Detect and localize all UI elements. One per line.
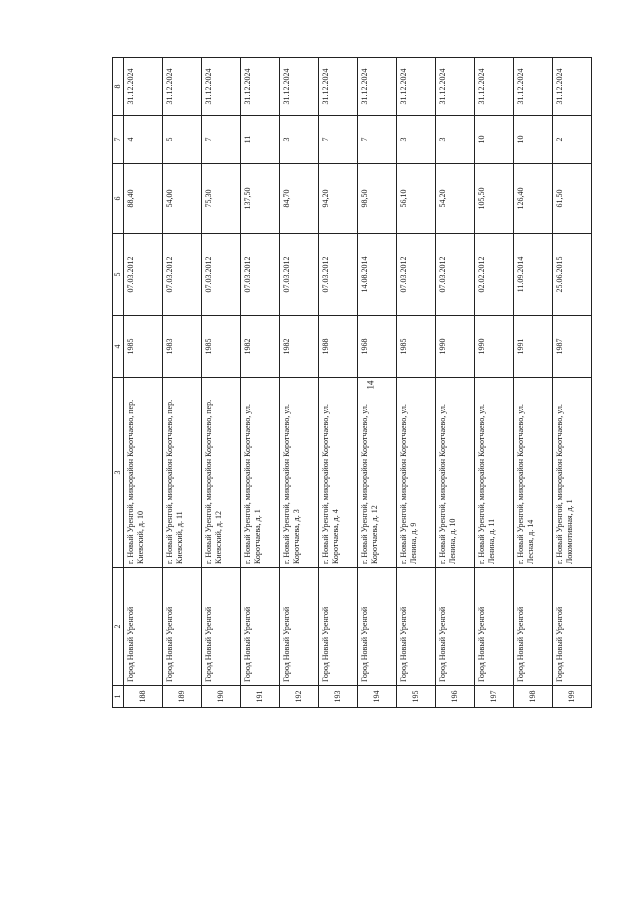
area-cell: 84,70 <box>280 164 319 234</box>
date-cell: 07.03.2012 <box>202 234 241 316</box>
address-cell: г. Новый Уренгой, микрорайон Коротчаево, ул. Лесная, д. 14 <box>514 378 553 568</box>
table-row <box>124 58 163 708</box>
area-cell: 98,50 <box>358 164 397 234</box>
area-cell: 61,50 <box>553 164 592 234</box>
address-cell: г. Новый Уренгой, микрорайон Коротчаево, ул. Коротчаева, д. 1 <box>241 378 280 568</box>
table-body <box>124 58 592 708</box>
table-row <box>358 58 397 708</box>
municipality-cell: Город Новый Уренгой <box>319 568 358 686</box>
municipality-cell: Город Новый Уренгой <box>163 568 202 686</box>
date-cell: 07.03.2012 <box>163 234 202 316</box>
deadline-cell: 31.12.2024 <box>514 58 553 116</box>
count-cell: 5 <box>163 116 202 164</box>
count-cell: 3 <box>436 116 475 164</box>
deadline-cell: 31.12.2024 <box>280 58 319 116</box>
table-row <box>514 58 553 708</box>
count-cell: 4 <box>124 116 163 164</box>
header-cell: 1 <box>113 686 124 708</box>
year-cell: 1985 <box>397 316 436 378</box>
year-cell: 1982 <box>241 316 280 378</box>
municipality-cell: Город Новый Уренгой <box>202 568 241 686</box>
area-cell: 105,50 <box>475 164 514 234</box>
municipality-cell: Город Новый Уренгой <box>436 568 475 686</box>
year-cell: 1985 <box>202 316 241 378</box>
row-number: 196 <box>436 686 475 708</box>
year-cell: 1988 <box>319 316 358 378</box>
table-row <box>397 58 436 708</box>
area-cell: 88,40 <box>124 164 163 234</box>
rotated-table-area <box>112 58 576 708</box>
area-cell: 54,00 <box>163 164 202 234</box>
address-cell: г. Новый Уренгой, микрорайон Коротчаево, ул. Ленина, д. 9 <box>397 378 436 568</box>
row-number: 199 <box>553 686 592 708</box>
header-cell: 3 <box>113 378 124 568</box>
table-row <box>202 58 241 708</box>
count-cell: 7 <box>319 116 358 164</box>
page-number: 14 <box>365 380 376 390</box>
area-cell: 56,10 <box>397 164 436 234</box>
deadline-cell: 31.12.2024 <box>436 58 475 116</box>
area-cell: 137,50 <box>241 164 280 234</box>
count-cell: 10 <box>475 116 514 164</box>
year-cell: 1983 <box>163 316 202 378</box>
header-cell: 5 <box>113 234 124 316</box>
address-cell: г. Новый Уренгой, микрорайон Коротчаево, ул. Локомотивная, д. 1 <box>553 378 592 568</box>
row-number: 188 <box>124 686 163 708</box>
deadline-cell: 31.12.2024 <box>124 58 163 116</box>
address-cell: г. Новый Уренгой, микрорайон Коротчаево, ул. Ленина, д. 11 <box>475 378 514 568</box>
year-cell: 1985 <box>124 316 163 378</box>
count-cell: 7 <box>358 116 397 164</box>
date-cell: 14.08.2014 <box>358 234 397 316</box>
header-cell: 8 <box>113 58 124 116</box>
deadline-cell: 31.12.2024 <box>397 58 436 116</box>
count-cell: 10 <box>514 116 553 164</box>
row-number: 189 <box>163 686 202 708</box>
date-cell: 07.03.2012 <box>280 234 319 316</box>
table-row <box>436 58 475 708</box>
table-row <box>241 58 280 708</box>
municipality-cell: Город Новый Уренгой <box>280 568 319 686</box>
area-cell: 54,20 <box>436 164 475 234</box>
row-number: 190 <box>202 686 241 708</box>
deadline-cell: 31.12.2024 <box>475 58 514 116</box>
row-number: 197 <box>475 686 514 708</box>
table-row <box>163 58 202 708</box>
count-cell: 2 <box>553 116 592 164</box>
row-number: 198 <box>514 686 553 708</box>
row-number: 192 <box>280 686 319 708</box>
address-cell: г. Новый Уренгой, микрорайон Коротчаево, ул. Коротчаева, д. 3 <box>280 378 319 568</box>
year-cell: 1991 <box>514 316 553 378</box>
address-cell: г. Новый Уренгой, микрорайон Коротчаево, пер. Киевский, д. 11 <box>163 378 202 568</box>
year-cell: 1987 <box>553 316 592 378</box>
municipality-cell: Город Новый Уренгой <box>358 568 397 686</box>
deadline-cell: 31.12.2024 <box>241 58 280 116</box>
header-cell: 7 <box>113 116 124 164</box>
address-cell: г. Новый Уренгой, микрорайон Коротчаево, ул. Коротчаева, д. 4 <box>319 378 358 568</box>
rotated-table-inner <box>112 58 576 708</box>
row-number: 191 <box>241 686 280 708</box>
year-cell: 1990 <box>436 316 475 378</box>
count-cell: 3 <box>280 116 319 164</box>
municipality-cell: Город Новый Уренгой <box>124 568 163 686</box>
year-cell: 1982 <box>280 316 319 378</box>
deadline-cell: 31.12.2024 <box>202 58 241 116</box>
address-cell: г. Новый Уренгой, микрорайон Коротчаево, ул. Ленина, д. 10 <box>436 378 475 568</box>
municipality-cell: Город Новый Уренгой <box>553 568 592 686</box>
municipality-cell: Город Новый Уренгой <box>397 568 436 686</box>
municipality-cell: Город Новый Уренгой <box>514 568 553 686</box>
area-cell: 126,40 <box>514 164 553 234</box>
table-row <box>319 58 358 708</box>
deadline-cell: 31.12.2024 <box>358 58 397 116</box>
date-cell: 25.06.2015 <box>553 234 592 316</box>
table-row <box>553 58 592 708</box>
area-cell: 94,20 <box>319 164 358 234</box>
date-cell: 07.03.2012 <box>319 234 358 316</box>
deadline-cell: 31.12.2024 <box>319 58 358 116</box>
area-cell: 75,30 <box>202 164 241 234</box>
date-cell: 11.09.2014 <box>514 234 553 316</box>
header-row <box>113 58 124 708</box>
deadline-cell: 31.12.2024 <box>163 58 202 116</box>
header-cell: 6 <box>113 164 124 234</box>
count-cell: 7 <box>202 116 241 164</box>
year-cell: 1968 <box>358 316 397 378</box>
date-cell: 07.03.2012 <box>436 234 475 316</box>
address-cell: г. Новый Уренгой, микрорайон Коротчаево, ул. Коротчаева, д. 12 <box>358 378 397 568</box>
table-row <box>475 58 514 708</box>
deadline-cell: 31.12.2024 <box>553 58 592 116</box>
row-number: 195 <box>397 686 436 708</box>
date-cell: 07.03.2012 <box>397 234 436 316</box>
date-cell: 07.03.2012 <box>124 234 163 316</box>
address-cell: г. Новый Уренгой, микрорайон Коротчаево, пер. Киевский, д. 10 <box>124 378 163 568</box>
header-cell: 4 <box>113 316 124 378</box>
date-cell: 02.02.2012 <box>475 234 514 316</box>
year-cell: 1990 <box>475 316 514 378</box>
row-number: 193 <box>319 686 358 708</box>
municipality-cell: Город Новый Уренгой <box>241 568 280 686</box>
table-row <box>280 58 319 708</box>
housing-table <box>112 57 592 708</box>
municipality-cell: Город Новый Уренгой <box>475 568 514 686</box>
count-cell: 11 <box>241 116 280 164</box>
row-number: 194 <box>358 686 397 708</box>
date-cell: 07.03.2012 <box>241 234 280 316</box>
count-cell: 3 <box>397 116 436 164</box>
header-cell: 2 <box>113 568 124 686</box>
address-cell: г. Новый Уренгой, микрорайон Коротчаево, пер. Киевский, д. 12 <box>202 378 241 568</box>
